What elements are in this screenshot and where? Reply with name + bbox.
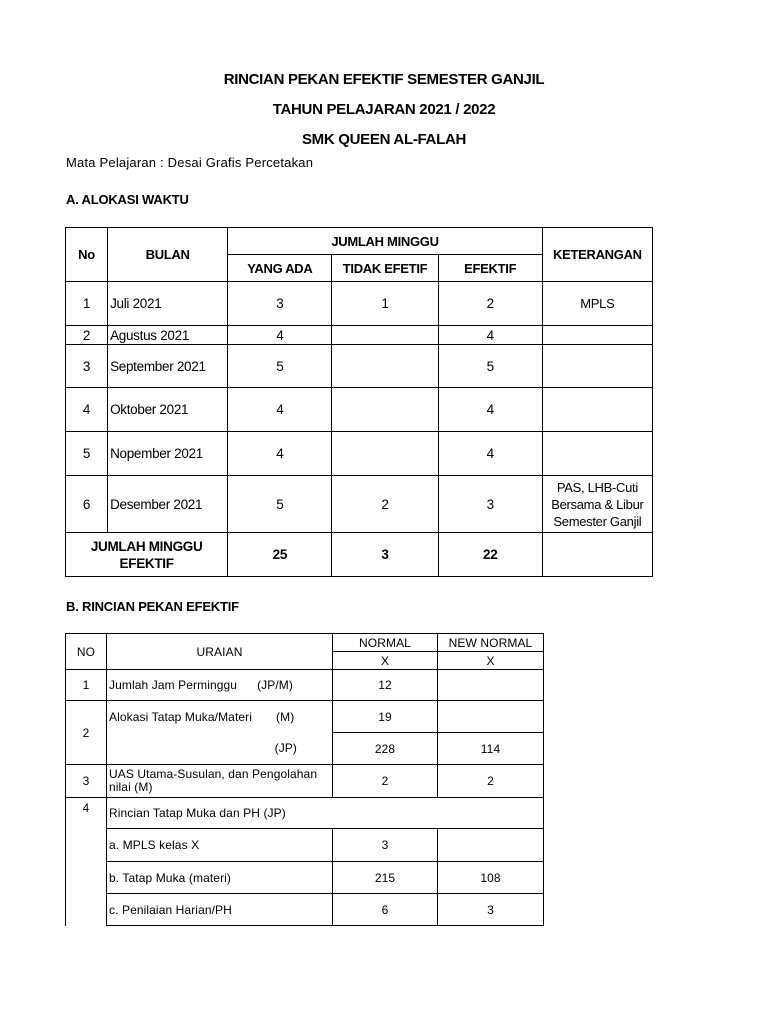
cell-efektif: 5	[438, 345, 542, 388]
cell-bulan: Nopember 2021	[108, 432, 228, 476]
uraian-text: Alokasi Tatap Muka/Materi	[109, 709, 253, 724]
cell-no: 4	[66, 388, 108, 432]
cell-keterangan	[542, 345, 652, 388]
cell-no: 1	[66, 670, 107, 701]
header-efektif: EFEKTIF	[438, 255, 542, 282]
cell-tidak-efektif	[332, 432, 438, 476]
cell-bulan: Agustus 2021	[108, 326, 228, 345]
cell-tidak-efektif: 2	[332, 476, 438, 533]
total-efektif: 22	[438, 533, 542, 577]
cell-uraian	[107, 701, 333, 733]
header-normal-sub: X	[333, 652, 438, 670]
total-tidak-efektif: 3	[332, 533, 438, 577]
cell-keterangan: PAS, LHB-Cuti Bersama & Libur Semester Ganjil	[542, 476, 652, 533]
cell-keterangan	[542, 432, 652, 476]
cell-no: 1	[66, 282, 108, 326]
header-keterangan: KETERANGAN	[542, 228, 652, 282]
cell-no: 3	[66, 765, 107, 798]
table-row	[66, 701, 544, 733]
total-row	[66, 533, 653, 577]
header-no: NO	[66, 634, 107, 670]
cell-no: 2	[66, 326, 108, 345]
cell-normal: 12	[333, 670, 438, 701]
cell-normal: 6	[333, 894, 438, 926]
cell-efektif: 4	[438, 388, 542, 432]
cell-efektif: 2	[438, 282, 542, 326]
cell-bulan: Juli 2021	[108, 282, 228, 326]
cell-keterangan: MPLS	[542, 282, 652, 326]
cell-efektif: 4	[438, 432, 542, 476]
cell-new-normal	[438, 829, 544, 862]
doc-title-line1: RINCIAN PEKAN EFEKTIF SEMESTER GANJIL	[223, 71, 545, 88]
table-row	[66, 798, 544, 829]
table-row	[66, 388, 653, 432]
uraian-unit: (M)	[276, 709, 295, 724]
cell-uraian: a. MPLS kelas X	[107, 829, 333, 862]
header-uraian: URAIAN	[107, 634, 333, 670]
cell-bulan: Desember 2021	[108, 476, 228, 533]
cell-no: 4	[66, 798, 107, 926]
cell-normal: 3	[333, 829, 438, 862]
cell-yang-ada: 5	[228, 476, 332, 533]
table-row	[66, 326, 653, 345]
cell-no: 5	[66, 432, 108, 476]
cell-new-normal: 108	[438, 862, 544, 894]
cell-normal: 2	[333, 765, 438, 798]
header-no: No	[66, 228, 108, 282]
header-tidak-efektif: TIDAK EFETIF	[332, 255, 438, 282]
cell-tidak-efektif	[332, 388, 438, 432]
cell-no: 6	[66, 476, 108, 533]
cell-tidak-efektif: 1	[332, 282, 438, 326]
cell-no: 2	[66, 701, 107, 765]
cell-efektif: 3	[438, 476, 542, 533]
table-row	[66, 894, 544, 926]
header-jumlah-minggu: JUMLAH MINGGU	[228, 228, 543, 255]
cell-uraian	[107, 670, 333, 701]
cell-efektif: 4	[438, 326, 542, 345]
doc-title-line2: TAHUN PELAJARAN 2021 / 2022	[272, 101, 496, 118]
cell-keterangan	[542, 326, 652, 345]
table-row	[66, 282, 653, 326]
header-bulan: BULAN	[108, 228, 228, 282]
cell-bulan: Oktober 2021	[108, 388, 228, 432]
section-a-title: A. ALOKASI WAKTU	[66, 192, 189, 207]
header-normal: NORMAL	[333, 634, 438, 652]
table-row	[66, 670, 544, 701]
table-row	[66, 345, 653, 388]
cell-new-normal	[438, 701, 544, 733]
subject-line: Mata Pelajaran : Desai Grafis Percetakan	[66, 155, 314, 170]
cell-yang-ada: 5	[228, 345, 332, 388]
cell-normal: 215	[333, 862, 438, 894]
cell-uraian: UAS Utama-Susulan, dan Pengolahan nilai (M)	[107, 765, 333, 798]
section-b-title: B. RINCIAN PEKAN EFEKTIF	[66, 599, 239, 614]
cell-uraian: Rincian Tatap Muka dan PH (JP)	[107, 798, 544, 829]
cell-new-normal: 3	[438, 894, 544, 926]
cell-tidak-efektif	[332, 326, 438, 345]
total-keterangan	[542, 533, 652, 577]
cell-normal: 19	[333, 701, 438, 733]
alokasi-waktu-table	[65, 227, 653, 577]
table-row	[66, 432, 653, 476]
cell-new-normal: 2	[438, 765, 544, 798]
header-yang-ada: YANG ADA	[228, 255, 332, 282]
total-label: JUMLAH MINGGU EFEKTIF	[66, 533, 228, 577]
total-yang-ada: 25	[228, 533, 332, 577]
table-row	[66, 733, 544, 765]
header-new-normal-sub: X	[438, 652, 544, 670]
cell-uraian-unit: (JP)	[107, 733, 333, 765]
cell-uraian: c. Penilaian Harian/PH	[107, 894, 333, 926]
table-row	[66, 862, 544, 894]
uraian-text: Jumlah Jam Perminggu	[109, 678, 238, 692]
cell-new-normal	[438, 670, 544, 701]
table-row	[66, 476, 653, 533]
table-row	[66, 829, 544, 862]
cell-yang-ada: 4	[228, 326, 332, 345]
cell-tidak-efektif	[332, 345, 438, 388]
uraian-unit: (JP/M)	[257, 678, 293, 692]
cell-new-normal: 114	[438, 733, 544, 765]
cell-bulan: September 2021	[108, 345, 228, 388]
cell-yang-ada: 4	[228, 432, 332, 476]
cell-yang-ada: 4	[228, 388, 332, 432]
header-new-normal: NEW NORMAL	[438, 634, 544, 652]
rincian-pekan-table	[65, 633, 544, 926]
cell-normal: 228	[333, 733, 438, 765]
table-row	[66, 765, 544, 798]
cell-yang-ada: 3	[228, 282, 332, 326]
cell-uraian: b. Tatap Muka (materi)	[107, 862, 333, 894]
cell-keterangan	[542, 388, 652, 432]
doc-title-line3: SMK QUEEN AL-FALAH	[301, 131, 467, 148]
cell-no: 3	[66, 345, 108, 388]
